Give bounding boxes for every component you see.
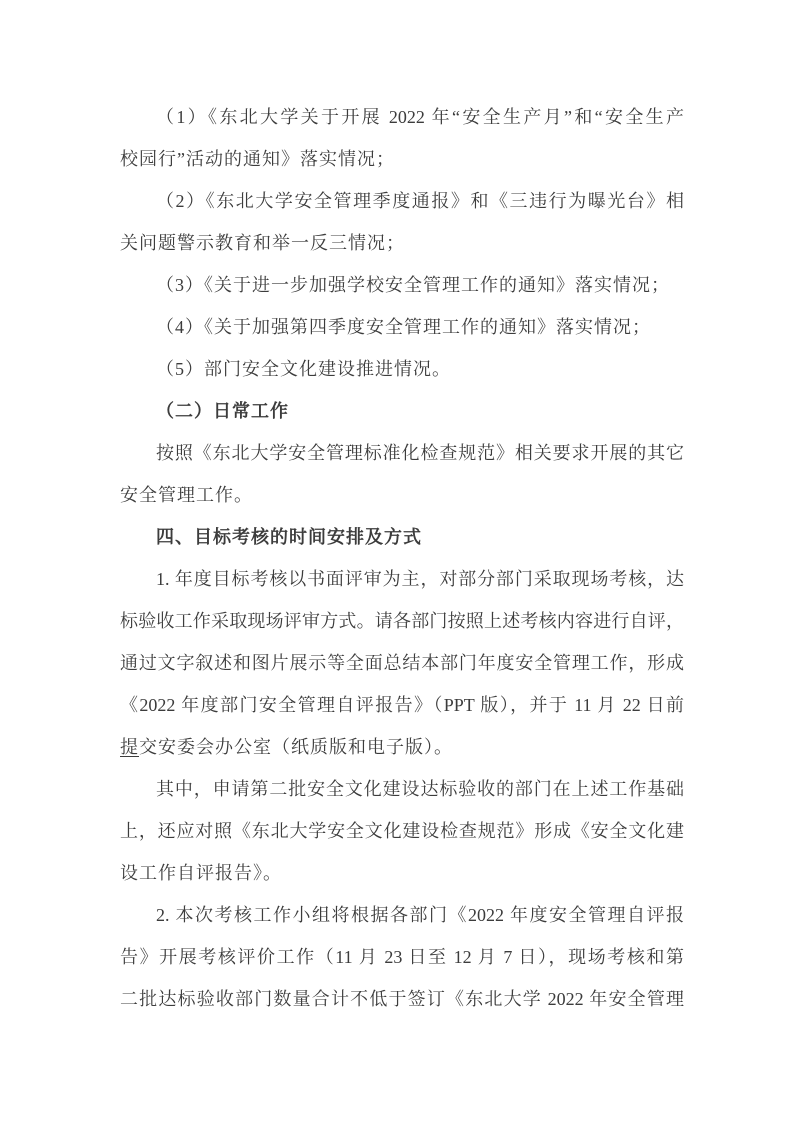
doc-line-submit xyxy=(120,726,684,768)
doc-line: （2）《东北大学安全管理季度通报》和《三违行为曝光台》相 xyxy=(156,191,684,211)
doc-line: （3）《关于进一步加强学校安全管理工作的通知》落实情况； xyxy=(156,275,670,295)
doc-line: （4）《关于加强第四季度安全管理工作的通知》落实情况； xyxy=(156,317,651,337)
doc-line: 关问题警示教育和举一反三情况； xyxy=(120,233,405,253)
doc-line: 《2022 年度部门安全管理自评报告》（PPT 版），并于 11 月 22 日前 xyxy=(120,695,684,715)
doc-line: （1）《东北大学关于开展 2022 年“安全生产月”和“安全生产 xyxy=(156,107,684,127)
doc-line: 1. 年度目标考核以书面评审为主，对部分部门采取现场考核，达 xyxy=(156,569,684,589)
doc-line: 设工作自评报告》。 xyxy=(120,863,282,883)
underlined-char: 提 xyxy=(120,737,139,757)
doc-line: 上，还应对照《东北大学安全文化建设检查规范》形成《安全文化建 xyxy=(120,821,684,841)
doc-line: 其中，申请第二批安全文化建设达标验收的部门在上述工作基础 xyxy=(156,779,684,799)
doc-line: （5）部门安全文化建设推进情况。 xyxy=(156,359,451,379)
doc-line: 通过文字叙述和图片展示等全面总结本部门年度安全管理工作，形成 xyxy=(120,653,684,673)
doc-line: 校园行”活动的通知》落实情况； xyxy=(120,149,395,169)
heading-assessment-schedule: 四、目标考核的时间安排及方式 xyxy=(156,527,422,547)
doc-line: 二批达标验收部门数量合计不低于签订《东北大学 2022 年安全管理 xyxy=(120,989,684,1009)
doc-line: 安全管理工作。 xyxy=(120,485,253,505)
doc-line: 告》开展考核评价工作（11 月 23 日至 12 月 7 日），现场考核和第 xyxy=(120,947,684,967)
doc-line: 按照《东北大学安全管理标准化检查规范》相关要求开展的其它 xyxy=(156,443,684,463)
heading-daily-work: （二）日常工作 xyxy=(156,401,289,421)
doc-line: 2. 本次考核工作小组将根据各部门《2022 年度安全管理自评报 xyxy=(156,905,684,925)
doc-line-text: 交安委会办公室（纸质版和电子版）。 xyxy=(139,737,453,757)
doc-line: 标验收工作采取现场评审方式。请各部门按照上述考核内容进行自评， xyxy=(120,611,684,631)
page-body-text xyxy=(120,96,684,1020)
